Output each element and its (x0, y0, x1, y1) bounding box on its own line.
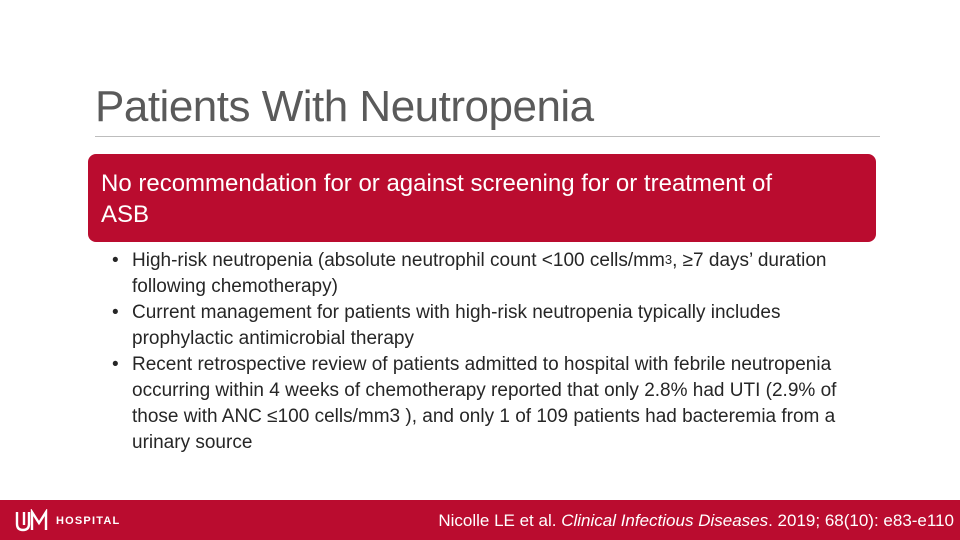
citation (438, 511, 954, 531)
callout-text: No recommendation for or against screening for or treatment of ASB (101, 170, 772, 228)
unm-hospital-logo (14, 508, 120, 534)
unm-logo-icon (14, 509, 48, 533)
citation-details: . 2019; 68(10): e83-e110 (768, 511, 954, 530)
bullet-current-management (112, 300, 872, 352)
bullet-text: Recent retrospective review of patients admitted to hospital with febrile neutropenia occurring within 4 weeks of chemotherapy reported that only 2.8% had UTI (2.9% of those with ANC ≤100 cells/mm3 ), and only 1 of 109 patients had bacteremia from a urinary source (132, 354, 837, 453)
slide-title: Patients With Neutropenia (95, 82, 594, 131)
bullet-list (112, 248, 872, 456)
bullet-text: , ≥7 days’ duration following chemotherapy) (132, 250, 827, 297)
citation-journal: Clinical Infectious Diseases (561, 511, 769, 530)
bullet-high-risk-neutropenia (112, 248, 872, 300)
superscript-3: 3 (664, 252, 673, 267)
footer-bar (0, 500, 960, 540)
bullet-text: Current management for patients with high-risk neutropenia typically includes prophylactic antimicrobial therapy (132, 302, 781, 349)
citation-authors: Nicolle LE et al. (438, 511, 562, 530)
recommendation-callout (88, 154, 876, 242)
title-divider (95, 136, 880, 137)
bullet-text: High-risk neutropenia (absolute neutrophil count <100 cells/mm (132, 250, 665, 271)
logo-text: HOSPITAL (56, 515, 121, 527)
bullet-retrospective-review (112, 352, 872, 456)
